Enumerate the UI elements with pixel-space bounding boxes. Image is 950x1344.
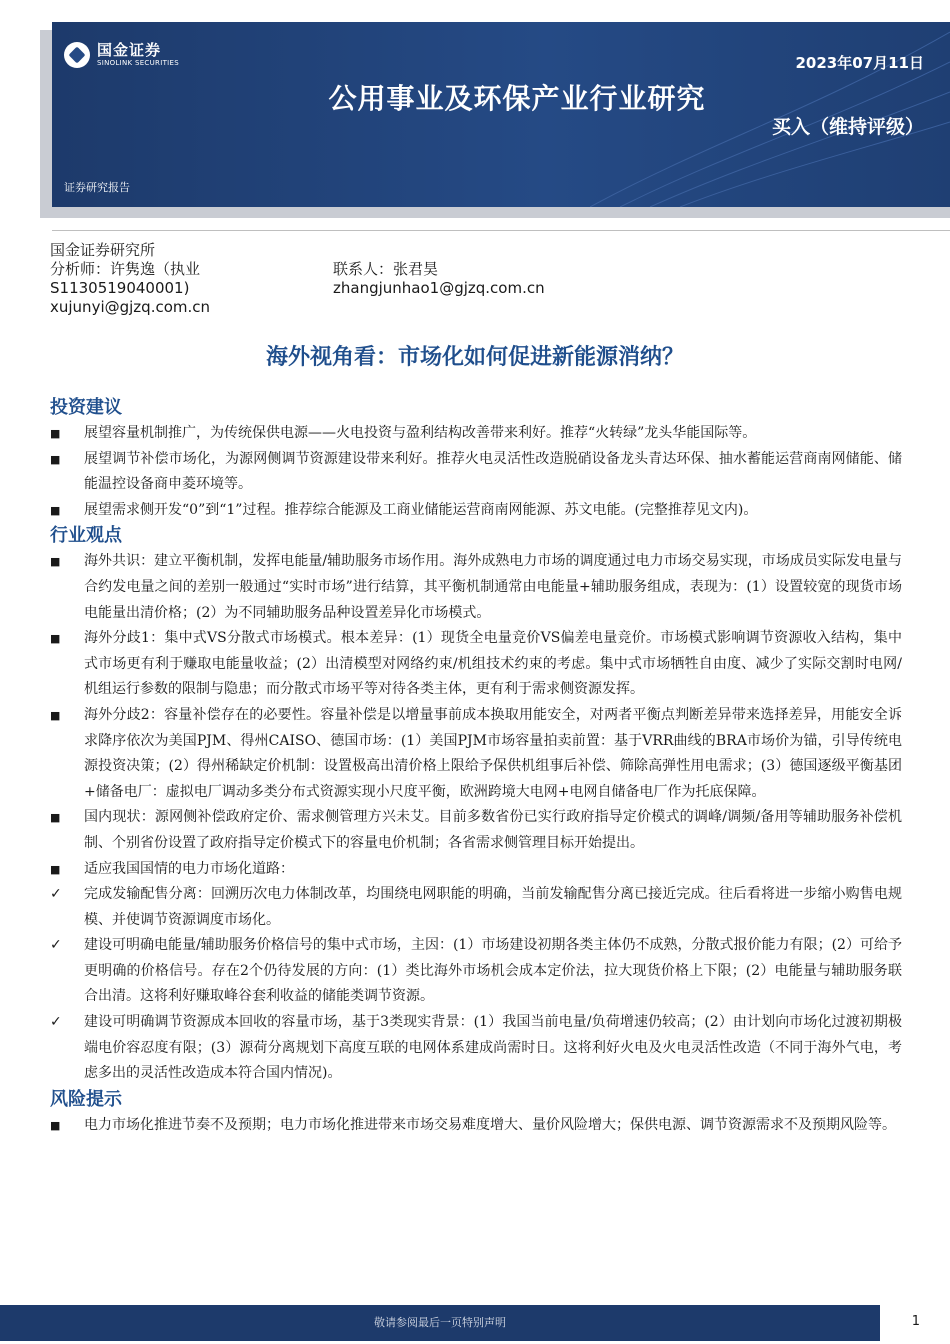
analyst-name: 分析师：许隽逸（执业 <box>50 260 201 278</box>
logo-name-en: SINOLINK SECURITIES <box>97 59 179 67</box>
list-item <box>50 498 902 524</box>
item-text: 展望调节补偿市场化，为源网侧调节资源建设带来利好。推荐火电灵活性改造脱硝设备龙头青达环保、抽水蓄能运营商南网储能、储能温控设备商申菱环境等。 <box>84 450 902 493</box>
check-icon: ✓ <box>50 886 62 903</box>
square-bullet-icon: ■ <box>50 811 61 825</box>
analyst-license: S1130519040001) <box>50 279 190 297</box>
item-text: 国内现状：源网侧补偿政府定价、需求侧管理方兴未艾。目前多数省份已实行政府指导定价模式的调峰/调频/备用等辅助服务补偿机制、个别省份设置了政府指导定价模式下的容量电价机制；各省需求侧管理目标开始提出。 <box>84 809 902 851</box>
institute-name: 国金证券研究所 <box>50 241 156 259</box>
report-type: 证券研究报告 <box>64 181 130 194</box>
item-text: 海外共识：建立平衡机制，发挥电能量/辅助服务市场作用。海外成熟电力市场的调度通过电力市场交易实现，市场成员实际发电量与合约发电量之间的差别一般通过“实时市场”进行结算，其平衡机制通常由电能量+辅助服务组成，表现为：(1）设置较宽的现货市场电能量出清价格；(2）为不同辅助服务品种设置差异化市场模式。 <box>84 553 902 621</box>
page-number: 1 <box>911 1314 920 1329</box>
section-investment <box>50 395 902 523</box>
item-text: 适应我国国情的电力市场化道路： <box>84 860 294 877</box>
section-heading: 行业观点 <box>50 525 122 547</box>
square-bullet-icon: ■ <box>50 1118 61 1132</box>
section-industry-view <box>50 523 902 1086</box>
square-bullet-icon: ■ <box>50 632 61 646</box>
list-item <box>50 1010 902 1087</box>
list-item <box>50 882 902 933</box>
square-bullet-icon: ■ <box>50 555 61 569</box>
list-item <box>50 421 902 447</box>
list-item <box>50 549 902 626</box>
square-bullet-icon: ■ <box>50 862 61 876</box>
contact-name: 联系人：张君昊 <box>333 260 439 278</box>
check-icon: ✓ <box>50 937 62 954</box>
rating-badge: 买入（维持评级） <box>771 116 924 138</box>
logo-icon <box>64 42 90 68</box>
square-bullet-icon: ■ <box>50 503 61 517</box>
check-icon: ✓ <box>50 1014 62 1031</box>
square-bullet-icon: ■ <box>50 452 61 466</box>
list-item <box>50 447 902 498</box>
list-item <box>50 626 902 703</box>
square-bullet-icon: ■ <box>50 708 61 722</box>
contact-info <box>333 260 545 298</box>
divider <box>52 230 950 231</box>
main-title: 海外视角看：市场化如何促进新能源消纳？ <box>265 345 684 370</box>
square-bullet-icon: ■ <box>50 427 61 440</box>
footer-disclaimer: 敬请参阅最后一页特别声明 <box>374 1316 506 1329</box>
list-item <box>50 933 902 1010</box>
section-heading: 投资建议 <box>50 397 122 418</box>
section-risk <box>50 1087 902 1139</box>
header-banner <box>52 22 950 207</box>
company-logo <box>64 42 179 68</box>
item-text: 展望容量机制推广，为传统保供电源——火电投资与盈利结构改善带来利好。推荐“火转绿”龙头华能国际等。 <box>84 425 757 441</box>
list-item <box>50 703 902 805</box>
list-item <box>50 805 902 856</box>
item-text: 建设可明确电能量/辅助服务价格信号的集中式市场，主因：(1）市场建设初期各类主体仍不成熟，分散式报价能力有限；(2）可给予更明确的价格信号。存在2个仍待发展的方向：(1）类比海外市场机会成本定价法，拉大现货价格上下限；(2）电能量与辅助服务联合出清。这将利好赚取峰谷套利收益的储能类调节资源。 <box>84 937 902 1005</box>
section-heading: 风险提示 <box>50 1088 122 1110</box>
report-title: 公用事业及环保产业行业研究 <box>328 82 706 115</box>
analyst-info <box>50 241 210 317</box>
logo-name-cn: 国金证券 <box>97 41 162 59</box>
contact-email: zhangjunhao1@gjzq.com.cn <box>333 279 545 297</box>
item-text: 电力市场化推进节奏不及预期；电力市场化推进带来市场交易难度增大、量价风险增大；保供电源、调节资源需求不及预期风险等。 <box>84 1116 896 1133</box>
item-text: 海外分歧2：容量补偿存在的必要性。容量补偿是以增量事前成本换取用能安全，对两者平衡点判断差异带来选择差异，用能安全诉求降序依次为美国PJM、得州CAISO、德国市场：(1）美国PJM市场容量拍卖前置：基于VRR曲线的BRA市场价为锚，引导传统电源投资决策；(2）得州稀缺定价机制：设置极高出清价格上限给予保供机组事后补偿、筛除高弹性用电需求；(3）德国逐级平衡基团+储备电厂：虚拟电厂调动多类分布式资源实现小尺度平衡，欧洲跨境大电网+电网自储备电厂作为托底保障。 <box>84 706 902 800</box>
item-text: 建设可明确调节资源成本回收的容量市场，基于3类现实背景：(1）我国当前电量/负荷增速仍较高；(2）由计划向市场化过渡初期极端电价容忍度有限；(3）源荷分离规划下高度互联的电网体系建成尚需时日。这将利好火电及火电灵活性改造（不同于海外气电，考虑多出的灵活性改造成本符合国内情况)。 <box>84 1014 902 1082</box>
item-text: 海外分歧1：集中式VS分散式市场模式。根本差异：(1）现货全电量竞价VS偏差电量竞价。市场模式影响调节资源收入结构，集中式市场更有利于赚取电能量收益；(2）出清模型对网络约束/机组技术约束的考虑。集中式市场牺牲自由度、减少了实际交割时电网/机组运行参数的限制与隐患；而分散式市场平等对待各类主体，更有利于需求侧资源发挥。 <box>84 630 902 698</box>
report-body <box>50 395 902 1138</box>
item-text: 展望需求侧开发“0”到“1”过程。推荐综合能源及工商业储能运营商南网能源、苏文电能。(完整推荐见文内)。 <box>84 501 758 518</box>
report-date: 2023年07月11日 <box>795 54 924 72</box>
list-item <box>50 1113 902 1139</box>
list-item <box>50 857 902 883</box>
item-text: 完成发输配售分离：回溯历次电力体制改革，均围绕电网职能的明确，当前发输配售分离已接近完成。往后看将进一步缩小购售电规模、并使调节资源调度市场化。 <box>84 886 902 928</box>
analyst-email: xujunyi@gjzq.com.cn <box>50 298 211 316</box>
